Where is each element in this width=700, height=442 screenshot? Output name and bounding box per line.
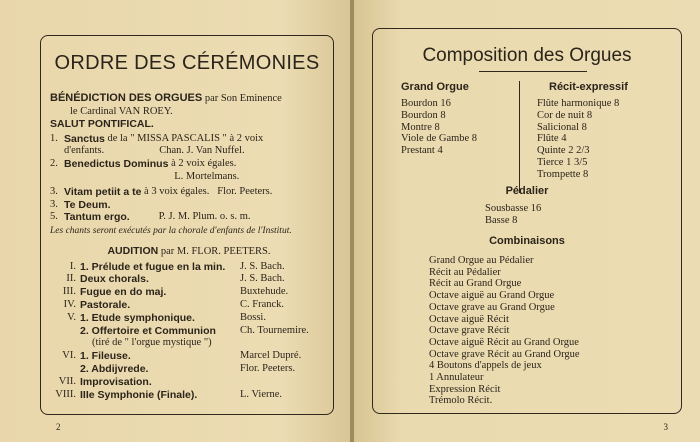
list-item: Montre 8 <box>401 121 440 133</box>
list-item: 3. Te Deum. <box>50 198 111 211</box>
list-item: Trémolo Récit. <box>429 395 493 407</box>
list-item: 2. Benedictus Dominus à 2 voix égales. <box>50 157 237 170</box>
page-title: Composition des Orgues <box>422 45 632 66</box>
program-row: II. Deux chorals. J. S. Bach. <box>66 273 285 286</box>
column-divider <box>519 81 520 193</box>
benediction-heading: BÉNÉDICTION DES ORGUES <box>50 92 203 104</box>
program-row: I. 1. Prélude et fugue en la min. J. S. Bach. <box>69 260 285 273</box>
program-row: V. 1. Etude symphonique. Bossi. <box>67 311 266 324</box>
list-item: 1. Sanctus de la " MISSA PASCALIS " à 2 voix <box>50 132 264 145</box>
recit-heading: Récit-expressif <box>549 81 628 93</box>
list-item: Basse 8 <box>485 214 518 226</box>
list-item: Grand Orgue au Pédalier <box>429 255 534 266</box>
benediction-line <box>50 92 328 106</box>
list-item: Quinte 2 2/3 <box>537 145 590 157</box>
grand-orgue-heading: Grand Orgue <box>401 81 469 93</box>
grand-orgue-stops <box>401 98 477 157</box>
list-item: Prestant 4 <box>401 145 443 157</box>
program-row: (tiré de " l'orgue mystique ") <box>92 337 212 349</box>
list-item: Octave grave Récit <box>429 325 510 337</box>
list-item: Octave grave Récit au Grand Orgue <box>429 348 580 360</box>
program-row: VII. Improvisation. <box>58 375 152 388</box>
program-row: VIII. IIIe Symphonie (Finale). L. Vierne. <box>55 388 283 401</box>
salut-list <box>50 133 328 224</box>
program-row: 2. Offertoire et Communion Ch. Tournemire. <box>80 324 309 337</box>
recit-stops <box>537 98 619 181</box>
page-number: 2 <box>56 422 61 432</box>
list-item: Récit au Pédalier <box>429 266 501 278</box>
program-row: IV. Pastorale. C. Franck. <box>63 298 285 311</box>
list-item: Bourdon 8 <box>401 109 446 121</box>
list-item: 1 Annulateur <box>429 372 484 384</box>
right-page-frame <box>372 28 682 414</box>
left-page-frame <box>40 35 334 415</box>
title-underline <box>479 71 587 72</box>
list-item: Octave aiguë Récit au Grand Orgue <box>429 336 579 348</box>
list-item: Flûte 4 <box>537 133 567 145</box>
program-row: III. Fugue en do maj. Buxtehude. <box>62 286 289 299</box>
pedalier-stops <box>485 203 541 227</box>
audition-heading: AUDITION par M. FLOR. PEETERS. <box>107 244 271 257</box>
list-item: 5. Tantum ergo. P. J. M. Plum. o. s. m. <box>50 211 251 224</box>
list-item: Octave grave au Grand Orgue <box>429 301 555 313</box>
page-title: ORDRE DES CÉRÉMONIES <box>54 52 320 74</box>
program-row: VI. 1. Fileuse. Marcel Dupré. <box>62 350 302 363</box>
list-item: Octave aiguë au Grand Orgue <box>429 290 555 302</box>
pedalier-heading: Pédalier <box>505 185 549 197</box>
list-item: 4 Boutons d'appels de jeux <box>429 360 542 372</box>
list-item: Récit au Grand Orgue <box>429 278 522 290</box>
list-item: Flûte harmonique 8 <box>537 98 620 109</box>
list-item: Salicional 8 <box>537 121 587 133</box>
choir-note: Les chants seront exécutés par la chorale d'enfants de l'Institut. <box>50 225 292 236</box>
benediction-rest: par Son Eminence <box>202 93 282 104</box>
list-item: Trompette 8 <box>537 168 589 180</box>
list-item: Tierce 1 3/5 <box>537 156 588 168</box>
page-number: 3 <box>663 422 668 432</box>
ceremony-body <box>50 92 328 401</box>
list-item: Bourdon 16 <box>401 98 451 109</box>
list-item: Octave aiguë Récit <box>429 313 509 325</box>
program-list <box>50 261 328 402</box>
benediction-line-2: le Cardinal VAN ROEY. <box>70 105 173 117</box>
salut-heading: SALUT PONTIFICAL. <box>50 118 154 131</box>
list-item: Sousbasse 16 <box>485 203 542 214</box>
program-row: 2. Abdijvrede. Flor. Peeters. <box>80 362 296 375</box>
right-page <box>354 0 700 442</box>
list-item: L. Mortelmans. <box>64 170 240 182</box>
combinaisons-heading: Combinaisons <box>489 235 565 247</box>
list-item: Expression Récit <box>429 383 501 395</box>
list-item: Cor de nuit 8 <box>537 109 593 121</box>
combinaisons-list <box>429 255 580 407</box>
list-item: Viole de Gambe 8 <box>401 133 478 145</box>
list-item: 3. Vitam petiit a te à 3 voix égales. Flor. Peeters. <box>50 186 273 199</box>
list-item: d'enfants. Chan. J. Van Nuffel. <box>64 145 245 157</box>
